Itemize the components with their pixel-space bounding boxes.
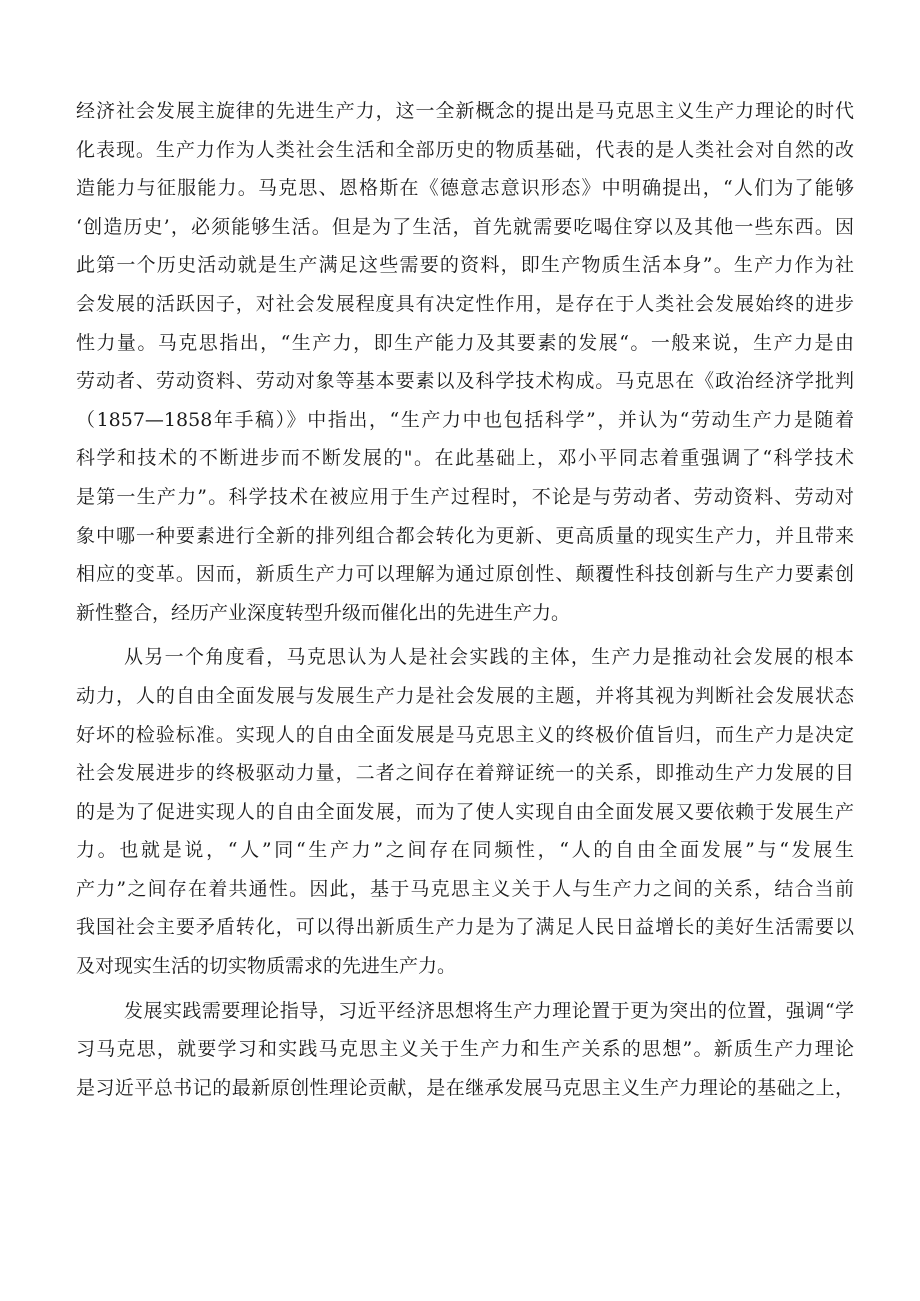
text-line: 经济社会发展主旋律的先进生产力，这一全新概念的提出是马克思主义生产力理论的时代 (76, 100, 854, 122)
text-line: 性力量。马克思指出，“生产力，即生产能力及其要素的发展“。一般来说，生产力是由 (76, 331, 854, 354)
text-line: 相应的变革。因而，新质生产力可以理解为通过原创性、颠覆性科技创新与生产力要素创 (76, 563, 854, 586)
text-line: 劳动者、劳动资料、劳动对象等基本要素以及科学技术构成。马克思在《政治经济学批判 (76, 370, 854, 393)
text-line: 造能力与征服能力。马克思、恩格斯在《德意志意识形态》中明确提出，“人们为了能够 (76, 177, 854, 200)
text-line: 力。也就是说，“人”同“生产力”之间存在同频性，“人的自由全面发展”与“发展生 (76, 839, 854, 862)
text-line: 发展实践需要理论指导，习近平经济思想将生产力理论置于更为突出的位置，强调“学 (124, 999, 854, 1022)
paragraph-1 (76, 92, 854, 632)
text-line: 是第一生产力”。科学技术在被应用于生产过程时，不论是与劳动者、劳动资料、劳动对 (76, 485, 854, 508)
text-line: 象中哪一种要素进行全新的排列组合都会转化为更新、更高质量的现实生产力，并且带来 (76, 524, 854, 547)
text-line: 的是为了促进实现人的自由全面发展，而为了使人实现自由全面发展又要依赖于发展生产 (76, 800, 854, 823)
paragraph-2 (76, 638, 854, 985)
text-line: 我国社会主要矛盾转化，可以得出新质生产力是为了满足人民日益增长的美好生活需要以 (76, 916, 854, 939)
text-line: 从另一个角度看，马克思认为人是社会实践的主体，生产力是推动社会发展的根本 (124, 646, 854, 669)
text-line: ‘创造历史’，必须能够生活。但是为了生活，首先就需要吃喝住穿以及其他一些东西。因 (76, 215, 854, 238)
text-line: 此第一个历史活动就是生产满足这些需要的资料，即生产物质生活本身”。生产力作为社 (76, 254, 854, 277)
text-line: 化表现。生产力作为人类社会生活和全部历史的物质基础，代表的是人类社会对自然的改 (76, 138, 854, 161)
document-body (76, 92, 854, 1107)
text-line: 科学和技术的不断进步而不断发展的"。在此基础上，邓小平同志着重强调了“科学技术 (76, 447, 854, 470)
text-line: 及对现实生活的切实物质需求的先进生产力。 (76, 955, 457, 978)
text-line: 好坏的检验标准。实现人的自由全面发展是马克思主义的终极价值旨归，而生产力是决定 (76, 723, 854, 746)
text-line: 会发展的活跃因子，对社会发展程度具有决定性作用，是存在于人类社会发展始终的进步 (76, 292, 854, 315)
paragraph-3 (76, 992, 854, 1108)
text-line: 动力，人的自由全面发展与发展生产力是社会发展的主题，并将其视为判断社会发展状态 (76, 684, 854, 707)
text-line: 习马克思，就要学习和实践马克思主义关于生产力和生产关系的思想”。新质生产力理论 (76, 1038, 854, 1061)
text-line: 新性整合，经历产业深度转型升级而催化出的先进生产力。 (76, 601, 571, 624)
text-line: 产力”之间存在着共通性。因此，基于马克思主义关于人与生产力之间的关系，结合当前 (76, 877, 854, 900)
text-line: 社会发展进步的终极驱动力量，二者之间存在着辩证统一的关系，即推动生产力发展的目 (76, 762, 854, 785)
text-line: 是习近平总书记的最新原创性理论贡献，是在继承发展马克思主义生产力理论的基础之上， (76, 1076, 854, 1099)
text-line: （1857—1858年手稿）》中指出，“生产力中也包括科学”，并认为“劳动生产力是随着 (76, 408, 854, 431)
